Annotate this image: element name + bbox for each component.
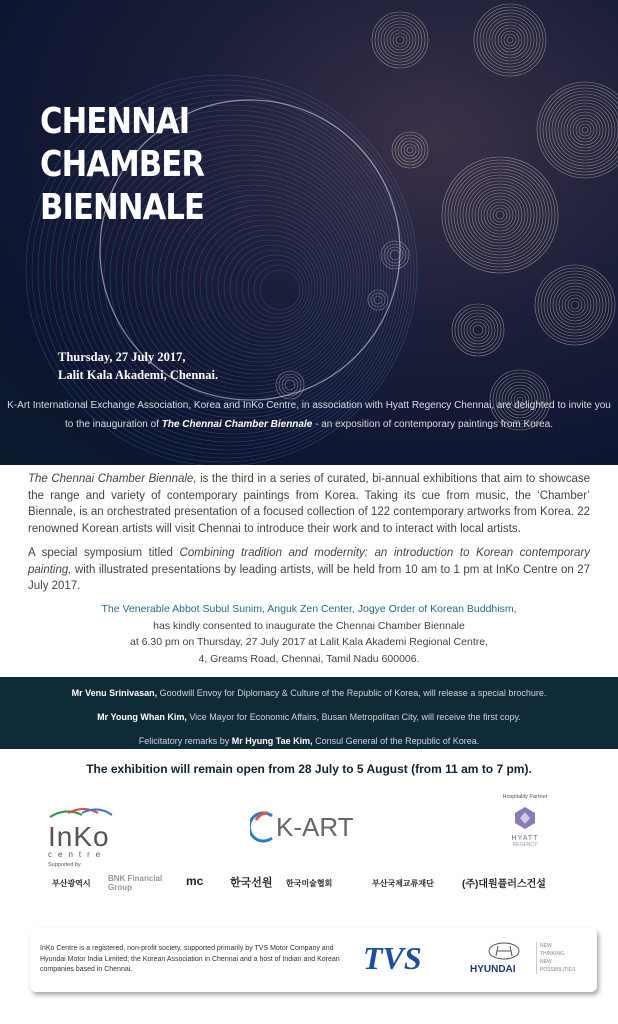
art-ring: [487, 202, 513, 228]
art-ring: [486, 16, 534, 64]
art-ring: [463, 178, 537, 252]
art-ring: [384, 24, 416, 56]
art-ring: [567, 112, 603, 148]
hyatt-sub: REGENCY: [512, 842, 538, 848]
paragraph-text: is the third in a series of curated, bi-annual exhibitions that aim to showcase the range and variety of contemporary paintings from Korea. Taking its cue from music, the ‘Chamber’ Biennale, is an orchestrated presentation of a focused collection of 122 contemporary artworks from Korea. 22 renowned Korean artists will visit Chennai to introduce their work and to interact with local artists.: [28, 473, 590, 535]
art-ring: [212, 230, 324, 342]
supporter-logo: mc: [186, 874, 204, 888]
supporter-logo: BNK Financial Group: [108, 874, 163, 892]
art-ring: [495, 25, 525, 55]
supported-by-label: Supported by: [48, 862, 81, 868]
art-ring: [492, 22, 528, 58]
art-ring: [230, 245, 315, 330]
supporter-logo: 한국미술협회: [286, 879, 333, 888]
dignitary-line: [0, 729, 618, 753]
art-ring: [475, 190, 525, 240]
art-ring: [498, 28, 522, 52]
inauguration-details: [0, 601, 618, 667]
detail-line: at 6.30 pm on Thursday, 27 July 2017 at Lalit Kala Akademi Regional Centre,: [130, 636, 488, 648]
art-ring: [483, 13, 537, 67]
art-ring: [507, 37, 513, 43]
art-ring: [582, 127, 588, 133]
tvs-logo: TVS: [363, 940, 422, 976]
paragraph-text: A special symposium titled: [28, 547, 180, 559]
art-ring: [477, 7, 543, 73]
exhibition-dates: The exhibition will remain open from 28 July to 5 August (from 11 am to 7 pm).: [86, 762, 532, 776]
art-ring: [470, 322, 486, 338]
art-ring: [493, 208, 507, 222]
title-line: CHENNAI: [40, 101, 190, 142]
role: Goodwill Envoy for Diplomacy & Culture of the Republic of Korea, will release a special brochure.: [157, 688, 547, 698]
art-ring: [374, 296, 382, 304]
intro-title: The Chennai Chamber Biennale: [161, 419, 313, 430]
address: 4, Greams Road, Chennai, Tamil Nadu 600006.: [198, 652, 420, 665]
intro-line: [0, 415, 618, 434]
art-ring: [496, 211, 504, 219]
event-date-venue: [58, 348, 218, 384]
art-ring: [454, 169, 546, 261]
supporter-logo: (주)대원플러스건설: [462, 879, 546, 890]
hyatt-emblem-icon: [513, 806, 537, 830]
art-ring: [395, 135, 425, 165]
hospitality-label: Hospitality Partner: [502, 794, 548, 800]
art-ring: [466, 181, 534, 249]
sponsor-footer: [30, 928, 597, 992]
hyatt-wordmark: HYATT: [511, 835, 539, 842]
art-ring: [558, 103, 612, 157]
event-venue: Lalit Kala Akademi, Chennai.: [58, 368, 219, 382]
art-ring: [474, 4, 546, 76]
art-ring: [407, 147, 413, 153]
art-ring: [398, 138, 422, 162]
inko-wordmark: InKo: [48, 821, 110, 852]
hyundai-wordmark: HYUNDAI: [470, 964, 516, 975]
inko-logo: [48, 805, 118, 859]
italic-title: The Chennai Chamber Biennale,: [28, 473, 197, 485]
art-ring: [455, 307, 501, 353]
art-ring: [188, 210, 336, 358]
art-ring: [570, 115, 600, 145]
art-ring: [282, 377, 298, 393]
name: Mr Hyung Tae Kim,: [231, 736, 313, 746]
art-ring: [559, 289, 591, 321]
dignitary-line: [0, 705, 618, 729]
art-ring: [562, 292, 588, 318]
art-ring: [448, 163, 552, 267]
intro-line: K-Art International Exchange Association, Korea and InKo Centre, in association with Hyatt Regency Chennai, are delighted to invite you: [7, 400, 611, 411]
art-ring: [445, 160, 555, 270]
kart-wordmark: K-ART: [276, 811, 354, 842]
chief-guest: The Venerable Abbot Subul Sunim, Anguk Zen Center, Jogye Order of Korean Buddhism,: [101, 603, 517, 615]
art-ring: [372, 12, 428, 68]
role: Vice Mayor for Economic Affairs, Busan Metropolitan City, will receive the first copy.: [186, 712, 521, 722]
art-ring: [484, 199, 516, 231]
art-ring: [392, 132, 428, 168]
art-ring: [260, 270, 300, 310]
paragraph: [28, 471, 590, 537]
art-ring: [538, 268, 612, 342]
intro-text: - an exposition of contemporary paintings from Korea.: [312, 419, 554, 430]
art-ring: [236, 250, 312, 326]
invitation-intro: [0, 396, 618, 434]
art-ring: [393, 33, 407, 47]
art-ring: [547, 277, 603, 333]
art-ring: [571, 301, 579, 309]
supporter-logo: 부산광역시: [52, 879, 91, 888]
art-ring: [553, 283, 597, 327]
art-ring: [182, 205, 339, 362]
kart-ring-icon: [250, 810, 276, 844]
art-ring: [549, 94, 618, 166]
art-ring: [472, 187, 528, 243]
event-date: Thursday, 27 July 2017,: [58, 350, 186, 364]
art-ring: [461, 313, 495, 347]
art-ring: [473, 325, 483, 335]
symposium-title: Combining tradition and modernity: an introduction to Korean contemporary painting,: [28, 547, 590, 576]
detail-line: has kindly consented to inaugurate the Chennai Chamber Biennale: [153, 619, 465, 632]
hero-banner: [0, 0, 618, 465]
art-ring: [375, 15, 425, 65]
role: Consul General of the Republic of Korea.: [312, 736, 480, 746]
art-ring: [504, 34, 516, 46]
supporter-logo: 부산국제교류재단: [372, 879, 434, 888]
art-ring: [396, 36, 404, 44]
hyundai-emblem-icon: [488, 942, 520, 960]
art-ring: [457, 172, 543, 258]
footer-text: InKo Centre is a registered, non-profit society, supported primarily by TVS Motor Company and Hyundai Motor India Limited; the Korean Association in Chennai and a host of Indian and Korean companies based in Chennai.: [40, 945, 340, 973]
title-line: CHAMBER: [40, 144, 205, 185]
role: Felicitatory remarks by: [138, 736, 232, 746]
art-ring: [464, 316, 492, 344]
dignitaries-band: [0, 677, 618, 749]
art-ring: [541, 271, 609, 339]
inko-arcs-icon: [48, 805, 118, 819]
art-ring: [573, 118, 597, 142]
art-ring: [568, 298, 582, 312]
inko-sub: centre: [48, 850, 107, 859]
title-line: BIENNALE: [40, 187, 205, 228]
art-ring: [579, 124, 591, 136]
art-ring: [224, 240, 318, 334]
name: Mr Young Whan Kim,: [97, 712, 187, 722]
art-ring: [200, 220, 330, 350]
intro-text: to the inauguration of: [64, 419, 162, 430]
art-ring: [478, 193, 522, 237]
art-ring: [550, 280, 600, 330]
event-title: [40, 100, 204, 229]
art-ring: [387, 27, 413, 53]
art-ring: [561, 106, 609, 154]
art-ring: [378, 18, 422, 62]
paragraph-text: with illustrated presentations by leading artists, will be held from 10 am to 1 pm at InKo Centre on 27 July 2017.: [28, 563, 590, 592]
name: Mr Venu Srinivasan,: [71, 688, 158, 698]
kart-logo: [250, 810, 354, 844]
paragraph: [28, 545, 590, 595]
art-ring: [248, 260, 306, 318]
dignitary-line: [0, 681, 618, 705]
hyatt-logo: [500, 794, 550, 848]
supporter-logo: 한국선원: [230, 877, 273, 889]
art-ring: [254, 265, 303, 314]
art-ring: [404, 144, 416, 156]
hyundai-tagline: NEW THINKING. NEW POSSIBILITIES.: [536, 942, 574, 974]
art-ring: [552, 97, 618, 163]
art-ring: [442, 157, 558, 273]
description: [28, 471, 590, 603]
art-ring: [452, 304, 504, 356]
